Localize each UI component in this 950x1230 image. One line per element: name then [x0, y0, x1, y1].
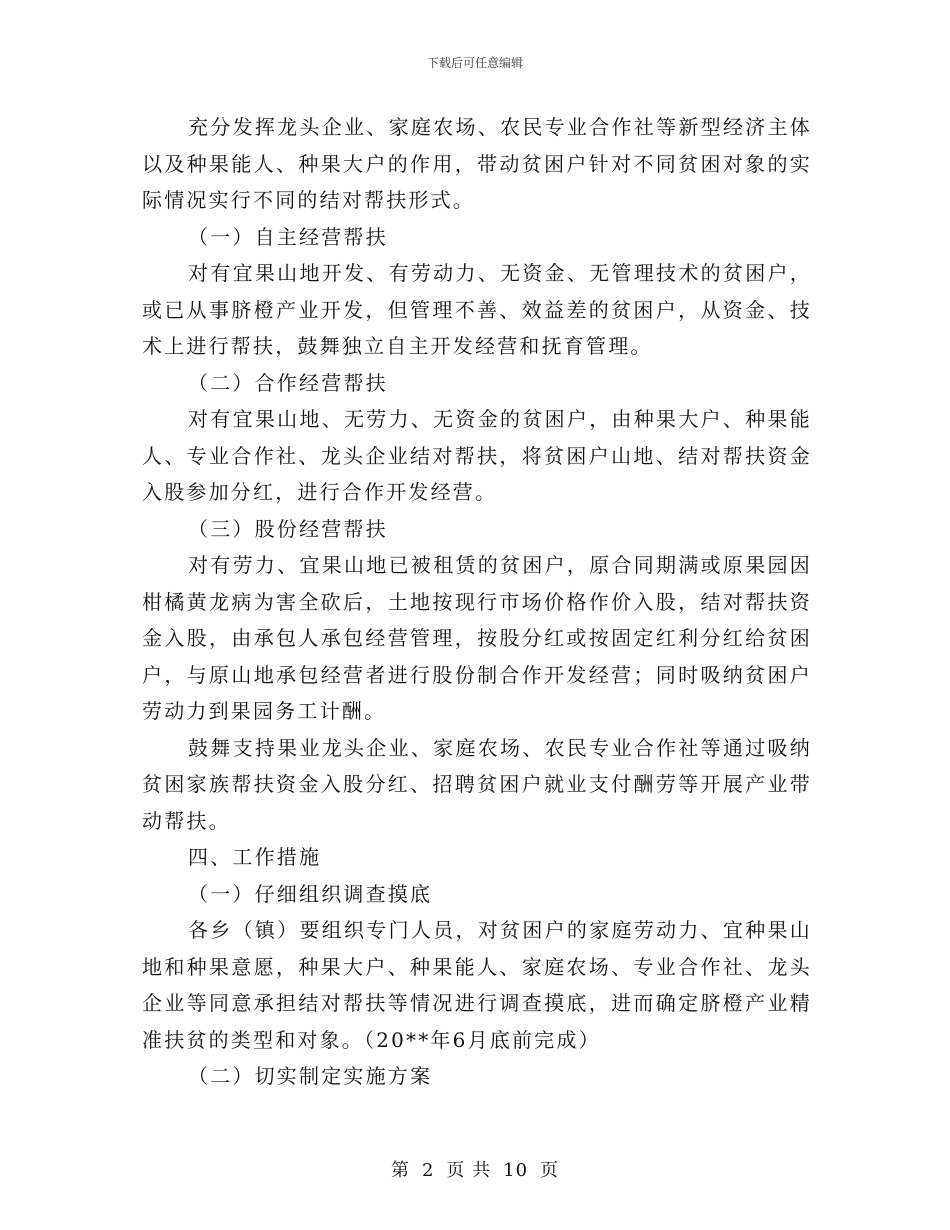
section-heading: （三）股份经营帮扶 [188, 516, 388, 541]
paragraph: 各乡（镇）要组织专门人员，对贫困户的家庭劳动力、宜种果山地和种果意愿，种果大户、种果能人、家庭农场、专业合作社、龙头企业等同意承担结对帮扶等情况进行调查摸底，进而确定脐橙产业精准扶贫的类型和对象。（20**年6月底前完成） [142, 918, 812, 1052]
section-heading: （一）仔细组织调查摸底 [188, 881, 433, 906]
document-body [142, 109, 812, 1095]
total-pages: 10 [503, 1160, 529, 1181]
page-number: 2 [421, 1160, 435, 1181]
page-header: 下载后可任意编辑 [426, 56, 523, 70]
footer-suffix: 页 [540, 1160, 560, 1181]
paragraph: 对有宜果山地开发、有劳动力、无资金、无管理技术的贫困户，或已从事脐橙产业开发，但管理不善、效益差的贫困户，从资金、技术上进行帮扶，鼓舞独立自主开发经营和抚育管理。 [142, 261, 812, 358]
section-heading: 四、工作措施 [188, 845, 322, 869]
paragraph: 鼓舞支持果业龙头企业、家庭农场、农民专业合作社等通过吸纳贫困家族帮扶资金入股分红、招聘贫困户就业支付酬劳等开展产业带动帮扶。 [142, 735, 812, 833]
section-heading: （一）自主经营帮扶 [188, 224, 388, 249]
paragraph: 对有宜果山地、无劳力、无资金的贫困户，由种果大户、种果能人、专业合作社、龙头企业结对帮扶，将贫困户山地、结对帮扶资金入股参加分红，进行合作开发经营。 [142, 407, 812, 504]
page-footer [0, 1156, 950, 1182]
paragraph: 充分发挥龙头企业、家庭农场、农民专业合作社等新型经济主体以及种果能人、种果大户的作用，带动贫困户针对不同贫困对象的实际情况实行不同的结对帮扶形式。 [142, 115, 812, 212]
section-heading: （二）合作经营帮扶 [188, 370, 388, 395]
footer-middle: 页 共 [446, 1160, 492, 1181]
footer-prefix: 第 [390, 1160, 410, 1181]
section-heading: （二）切实制定实施方案 [188, 1064, 433, 1088]
paragraph: 对有劳力、宜果山地已被租赁的贫困户，原合同期满或原果园因柑橘黄龙病为害全砍后，土地按现行市场价格作价入股，结对帮扶资金入股，由承包人承包经营管理，按股分红或按固定红利分红给贫困户，与原山地承包经营者进行股份制合作开发经营；同时吸纳贫困户劳动力到果园务工计酬。 [142, 553, 812, 723]
